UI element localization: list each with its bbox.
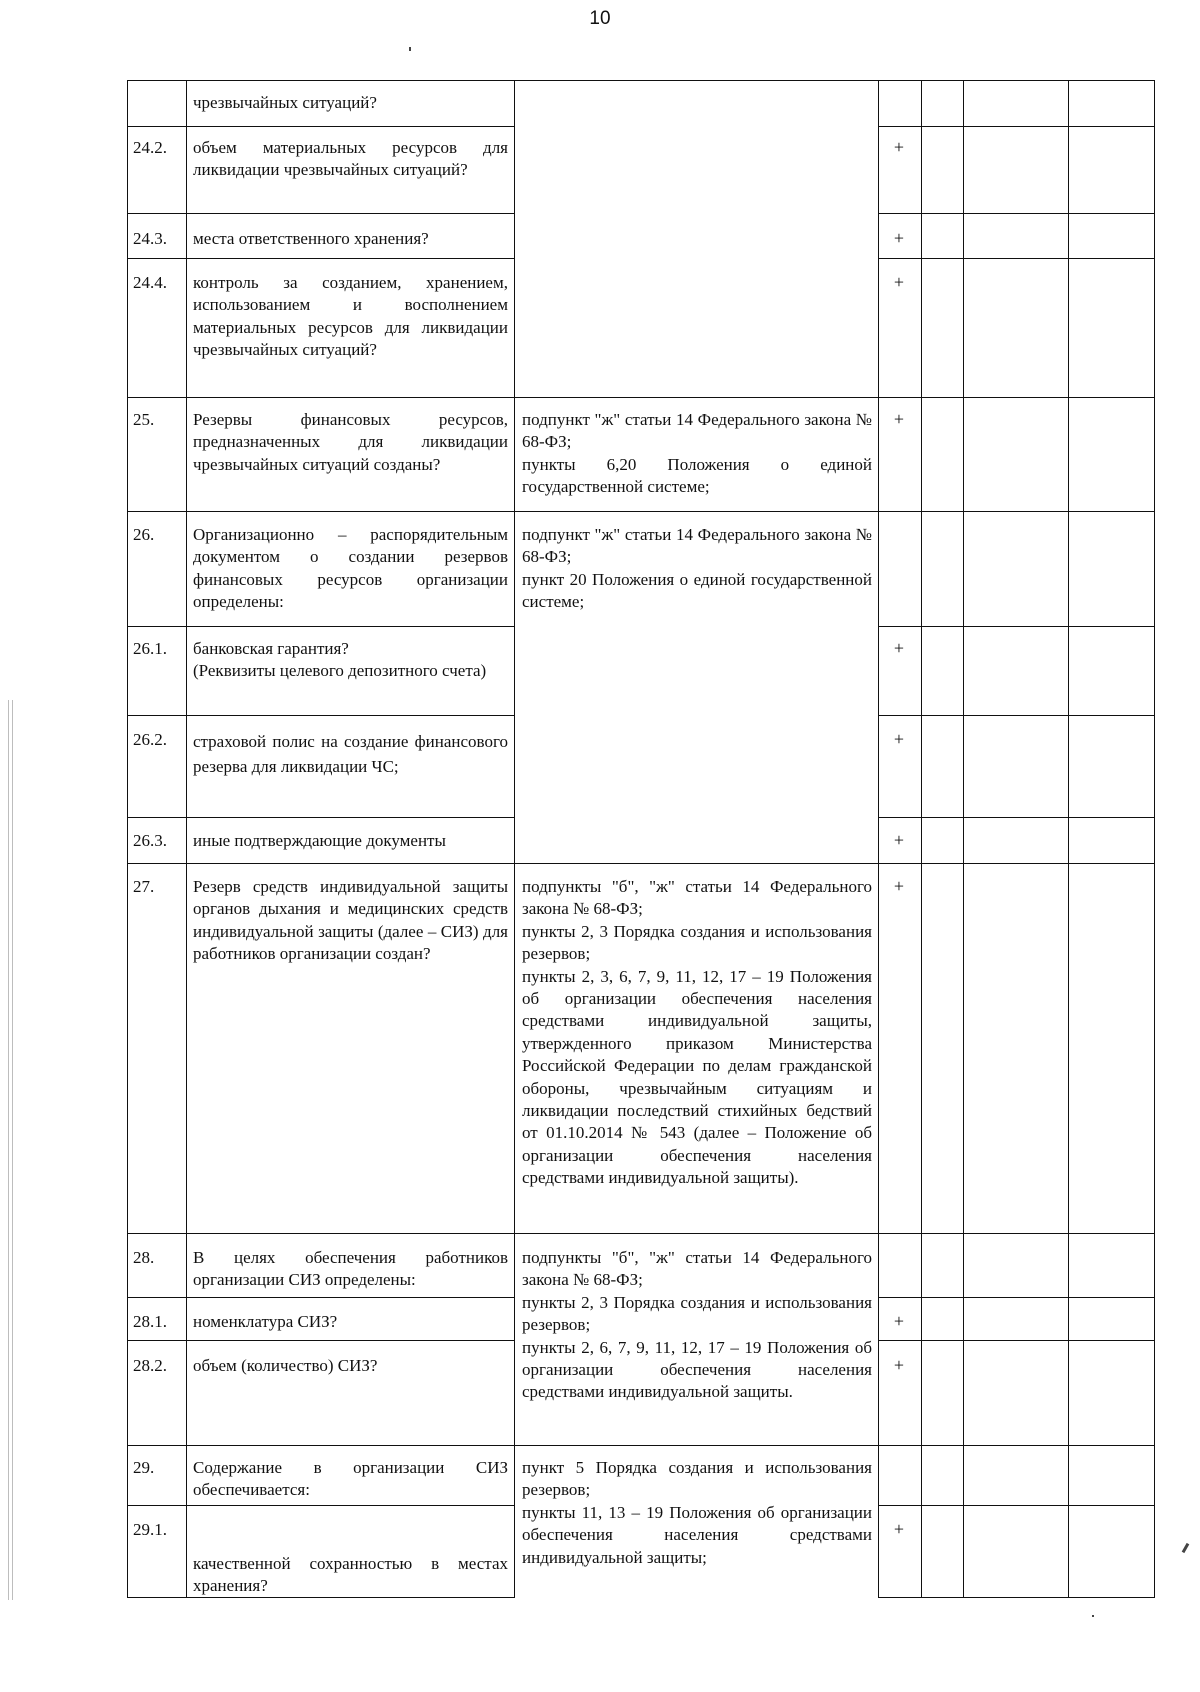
table-rule — [878, 1445, 1155, 1446]
row-number: 26. — [133, 525, 155, 544]
row-number: 26.1. — [133, 639, 167, 658]
legal-reference: подпункты "б", "ж" статьи 14 Федерального закона № 68-ФЗ; пункты 2, 3 Порядка создания и использования резервов; пункты 2, 6, 7, 9, 11, 12, 17 – 19 Положения об организации обеспечения населения средствами индивидуальной защиты. — [522, 1248, 872, 1402]
row-number: 28.2. — [133, 1356, 167, 1375]
row-number: 24.4. — [133, 273, 167, 292]
check-mark: + — [893, 638, 905, 658]
row-question: банковская гарантия? (Реквизиты целевого депозитного счета) — [193, 639, 487, 681]
table-rule — [878, 213, 1155, 214]
table-rule — [878, 817, 1155, 818]
legal-reference: подпункт "ж" статьи 14 Федерального закона № 68-ФЗ; пункт 20 Положения о единой государственной системе; — [522, 525, 872, 612]
check-mark: + — [893, 830, 905, 850]
page-number: 10 — [589, 8, 611, 29]
table-rule — [514, 397, 878, 398]
row-question: места ответственного хранения? — [193, 229, 429, 248]
legal-reference: подпункты "б", "ж" статьи 14 Федерального закона № 68-ФЗ; пункты 2, 3 Порядка создания и использования резервов; пункты 2, 3, 6, 7, 9, 11, 12, 17 – 19 Положения об организации обеспечения населения средствами индивидуальной защиты, утвержденного приказом Министерства Российской Федерации по делам гражданской обороны, чрезвычайным ситуациям и ликвидации последствий стихийных бедствий от 01.10.2014 № 543 (далее – Положение об организации обеспечения населения средствами индивидуальной защиты). — [522, 877, 872, 1188]
row-number: 27. — [133, 877, 155, 896]
table-rule — [878, 126, 1155, 127]
row-number: 28.1. — [133, 1312, 167, 1331]
table-rule — [514, 80, 878, 81]
table-rule — [878, 258, 1155, 259]
legal-reference: пункт 5 Порядка создания и использования резервов; пункты 11, 13 – 19 Положения об организации обеспечения населения средствами индивидуальной защиты; — [522, 1458, 872, 1567]
row-question: контроль за созданием, хранением, использованием и восполнением материальных ресурсов для ликвидации чрезвычайных ситуаций? — [193, 273, 508, 360]
row-question: чрезвычайных ситуаций? — [193, 93, 377, 112]
check-mark: + — [893, 409, 905, 429]
row-question: Организационно – распорядительным документом о создании резервов финансовых ресурсов организации определены: — [193, 525, 508, 612]
table-rule — [878, 1233, 1155, 1234]
row-number: 29. — [133, 1458, 155, 1477]
row-number: 24.2. — [133, 138, 167, 157]
row-question: качественной сохранностью в местах хранения? — [193, 1554, 508, 1596]
scan-speck — [1092, 1615, 1094, 1617]
scan-gutter-line — [8, 700, 9, 1600]
check-mark: + — [893, 1355, 905, 1375]
table-rule — [878, 397, 1155, 398]
table-rule — [878, 626, 1155, 627]
row-number: 29.1. — [133, 1520, 167, 1539]
table-rule — [878, 80, 1155, 81]
row-question: объем (количество) СИЗ? — [193, 1356, 378, 1375]
row-number: 25. — [133, 410, 155, 429]
check-mark: + — [893, 1519, 905, 1539]
check-mark: + — [893, 137, 905, 157]
table-rule — [878, 1297, 1155, 1298]
row-question: страховой полис на создание финансового резерва для ликвидации ЧС; — [193, 732, 508, 776]
row-question: Резервы финансовых ресурсов, предназначенных для ликвидации чрезвычайных ситуаций созданы? — [193, 410, 508, 474]
table-rule — [1068, 80, 1069, 1598]
check-mark: + — [893, 272, 905, 292]
row-question: Резерв средств индивидуальной защиты органов дыхания и медицинских средств индивидуальной защиты (далее – СИЗ) для работников организации создан? — [193, 877, 508, 964]
table-rule — [514, 80, 515, 1598]
table-rule — [127, 80, 128, 1598]
table-rule — [514, 1445, 878, 1446]
scan-speck — [409, 47, 411, 51]
row-number: 24.3. — [133, 229, 167, 248]
row-number: 26.2. — [133, 730, 167, 749]
table-rule — [878, 1505, 1155, 1506]
row-number: 28. — [133, 1248, 155, 1267]
check-mark: + — [893, 228, 905, 248]
row-question: иные подтверждающие документы — [193, 831, 446, 850]
table-rule — [878, 1597, 1155, 1598]
table-rule — [514, 863, 878, 864]
table-rule — [878, 80, 879, 1598]
table-rule — [514, 1233, 878, 1234]
row-question: В целях обеспечения работников организации СИЗ определены: — [193, 1248, 508, 1290]
row-question: номенклатура СИЗ? — [193, 1312, 338, 1331]
table-rule — [878, 511, 1155, 512]
scan-speck — [1182, 1543, 1190, 1553]
check-mark: + — [893, 729, 905, 749]
check-mark: + — [893, 876, 905, 896]
table-rule — [1154, 80, 1155, 1598]
table-rule — [186, 80, 187, 1598]
scan-gutter-line — [12, 700, 13, 1600]
row-number: 26.3. — [133, 831, 167, 850]
legal-reference: подпункт "ж" статьи 14 Федерального закона № 68-ФЗ; пункты 6,20 Положения о единой государственной системе; — [522, 410, 872, 497]
check-mark: + — [893, 1311, 905, 1331]
table-rule — [963, 80, 964, 1598]
table-rule — [878, 715, 1155, 716]
table-rule — [921, 80, 922, 1598]
row-question: объем материальных ресурсов для ликвидации чрезвычайных ситуаций? — [193, 138, 508, 180]
table-rule — [878, 1340, 1155, 1341]
row-question: Содержание в организации СИЗ обеспечивается: — [193, 1458, 508, 1500]
table-rule — [514, 511, 878, 512]
table-rule — [878, 863, 1155, 864]
